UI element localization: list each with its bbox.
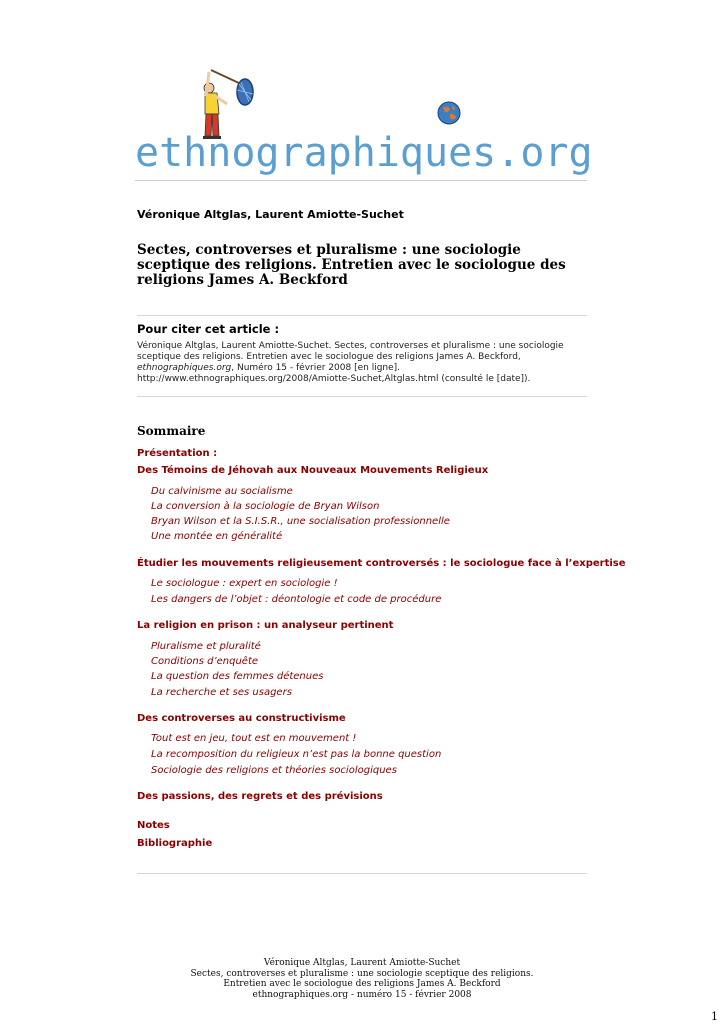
- globe-icon: [436, 100, 462, 126]
- divider: [137, 315, 587, 316]
- toc-link-subsection[interactable]: La recomposition du religieux n’est pas la bonne question: [151, 749, 442, 760]
- cite-text: [137, 341, 587, 385]
- summary-heading: Sommaire: [137, 424, 206, 438]
- footer-title-2: Entretien avec le sociologue des religions James A. Beckford: [223, 979, 501, 989]
- toc-link-subsection[interactable]: Pluralisme et pluralité: [151, 641, 261, 652]
- cite-text-after: , Numéro 15 - février 2008 [en ligne]. http://www.ethnographiques.org/2008/Amiotte-Suchet,Altglas.html (consulté le [date]).: [137, 363, 531, 384]
- toc-link-subsection[interactable]: Tout est en jeu, tout est en mouvement !: [151, 733, 357, 744]
- divider: [137, 396, 587, 397]
- toc-link-subsection[interactable]: Une montée en généralité: [151, 531, 283, 542]
- cite-journal: ethnographiques.org: [137, 363, 232, 373]
- page-number: 1: [711, 1010, 718, 1023]
- toc-link-subsection[interactable]: Sociologie des religions et théories sociologiques: [151, 765, 397, 776]
- toc-link-subsection[interactable]: Les dangers de l’objet : déontologie et code de procédure: [151, 594, 442, 605]
- footer-title-1: Sectes, controverses et pluralisme : une sociologie sceptique des religions.: [190, 968, 534, 979]
- article-title: Sectes, controverses et pluralisme : une sociologie sceptique des religions. Entretien avec le sociologue des religions James A. Beckford: [137, 242, 566, 288]
- footer-authors: Véronique Altglas, Laurent Amiotte-Suchet: [263, 958, 461, 968]
- toc-link-subsection[interactable]: La recherche et ses usagers: [151, 687, 292, 698]
- site-logo-text: ethnographiques.org: [135, 130, 593, 176]
- toc-link-subsection[interactable]: Conditions d’enquête: [151, 656, 259, 667]
- header-divider: [135, 180, 587, 181]
- toc-link-section-2[interactable]: Étudier les mouvements religieusement controversés : le sociologue face à l’expertise: [137, 558, 626, 569]
- article-authors: Véronique Altglas, Laurent Amiotte-Suchet: [137, 208, 404, 221]
- toc-link-subsection[interactable]: Du calvinisme au socialisme: [151, 486, 293, 497]
- divider: [137, 873, 587, 874]
- cite-heading: Pour citer cet article :: [137, 322, 280, 336]
- toc-link-section-5[interactable]: Des passions, des regrets et des prévisions: [137, 791, 383, 802]
- toc-link-subsection[interactable]: Bryan Wilson et la S.I.S.R., une socialisation professionnelle: [151, 516, 450, 527]
- cite-text-before: Véronique Altglas, Laurent Amiotte-Suchet. Sectes, controverses et pluralisme : une sociologie sceptique des religions. Entretien avec le sociologue des religions James A. Beckford,: [137, 341, 564, 362]
- footer-issue: ethnographiques.org - numéro 15 - février 2008: [252, 989, 472, 1000]
- toc-link-subsection[interactable]: Le sociologue : expert en sociologie !: [151, 578, 338, 589]
- site-logo[interactable]: [135, 66, 593, 184]
- toc-link-section-3[interactable]: La religion en prison : un analyseur pertinent: [137, 620, 394, 631]
- toc-link-subsection[interactable]: La conversion à la sociologie de Bryan Wilson: [151, 501, 380, 512]
- toc-link-presentation[interactable]: Présentation :: [137, 448, 218, 459]
- toc-link-notes[interactable]: Notes: [137, 820, 170, 831]
- toc-link-bibliography[interactable]: Bibliographie: [137, 838, 213, 849]
- toc-link-subsection[interactable]: La question des femmes détenues: [151, 671, 324, 682]
- toc-link-section-4[interactable]: Des controverses au constructivisme: [137, 713, 346, 724]
- toc-link-section-1[interactable]: Des Témoins de Jéhovah aux Nouveaux Mouvements Religieux: [137, 465, 489, 476]
- page-footer: [0, 958, 724, 1000]
